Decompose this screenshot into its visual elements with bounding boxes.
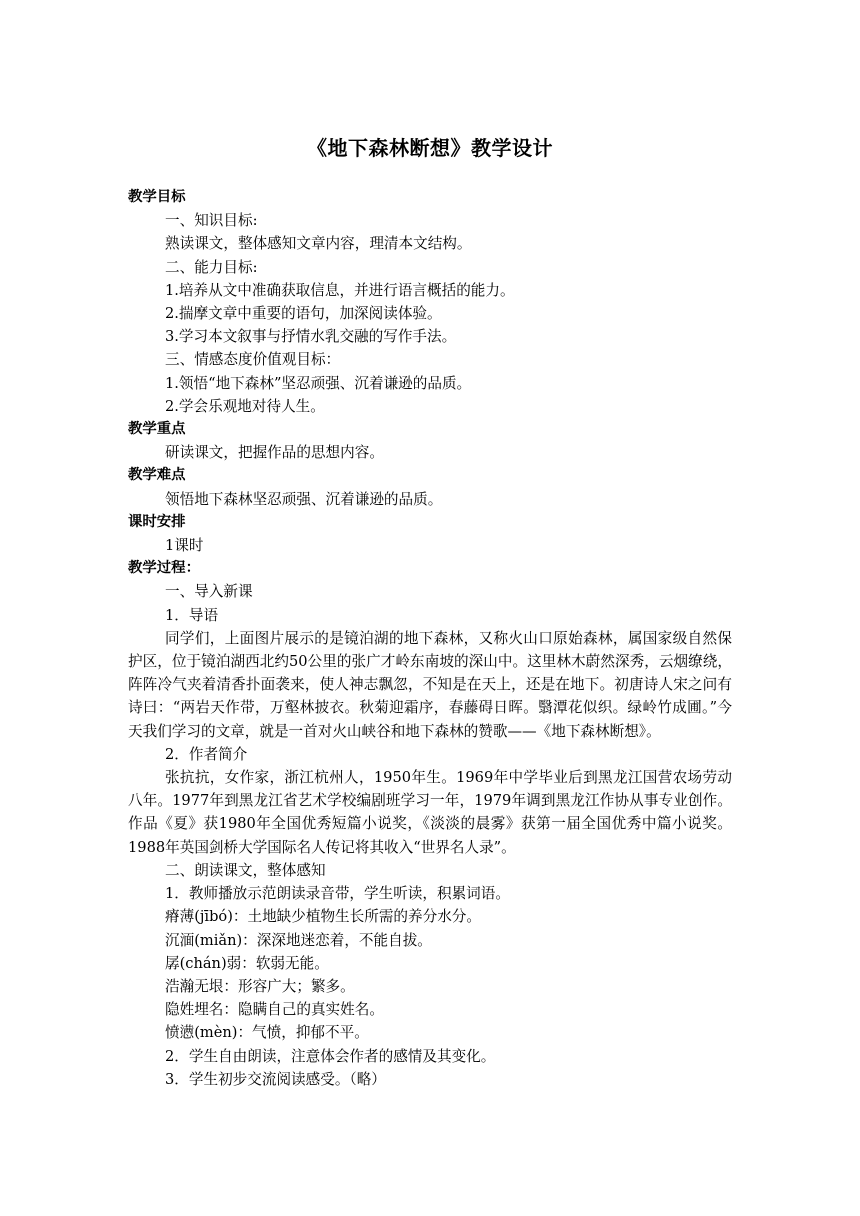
body-line: 瘠薄(jībó)：土地缺少植物生长所需的养分水分。	[165, 908, 481, 926]
body-line: 二、能力目标:	[165, 258, 258, 276]
body-line: 1．教师播放示范朗读录音带，学生听读，积累词语。	[165, 885, 510, 903]
body-line: 一、知识目标:	[165, 212, 258, 230]
body-line: 浩瀚无垠：形容广大；繁多。	[165, 977, 355, 995]
body-line: 领悟地下森林坚忍顽强、沉着谦逊的品质。	[165, 490, 443, 508]
body-line: 1课时	[165, 537, 204, 555]
body-line: 3.学习本文叙事与抒情水乳交融的写作手法。	[165, 328, 457, 346]
body-paragraph: 张抗抗，女作家，浙江杭州人，1950年生。1969年中学毕业后到黑龙江国营农场劳动八年。1977年到黑龙江省艺术学校编剧班学习一年，1979年调到黑龙江作协从事专业创作。作品《夏》获1980年全国优秀短篇小说奖，《淡淡的晨雾》获第一届全国优秀中篇小说奖。1988年英国剑桥大学国际名人传记将其收入“世界名人录”。	[128, 769, 732, 856]
body-line: 沉湎(miǎn)：深深地迷恋着，不能自拔。	[165, 931, 432, 949]
document-body	[128, 186, 732, 1091]
body-line: 一、导入新课	[165, 583, 253, 601]
body-paragraph: 同学们，上面图片展示的是镜泊湖的地下森林，又称火山口原始森林，属国家级自然保护区，位于镜泊湖西北约50公里的张广才岭东南坡的深山中。这里林木蔚然深秀，云烟缭绕，阵阵冷气夹着清香扑面袭来，使人神志飘忽，不知是在天上，还是在地下。初唐诗人宋之问有诗曰：“两岩天作带，万壑林披衣。秋菊迎霜序，春藤碍日晖。翳潭花似织。绿岭竹成圃。”今天我们学习的文章，就是一首对火山峡谷和地下森林的赞歌——《地下森林断想》。	[128, 629, 732, 740]
body-line: 1．导语	[165, 606, 219, 624]
body-line: 2.揣摩文章中重要的语句，加深阅读体验。	[165, 305, 442, 323]
body-line: 1.领悟“地下森林”坚忍顽强、沉着谦逊的品质。	[165, 374, 472, 392]
body-line: 愤懑(mèn)：气愤，抑郁不平。	[165, 1024, 369, 1042]
section-heading: 课时安排	[128, 513, 186, 530]
section-heading: 教学重点	[128, 421, 186, 438]
body-line: 3．学生初步交流阅读感受。（略）	[165, 1070, 386, 1088]
body-line: 二、朗读课文，整体感知	[165, 861, 326, 879]
section-heading: 教学目标	[128, 189, 186, 205]
section-heading: 教学过程：	[128, 560, 200, 577]
body-line: 研读课文，把握作品的思想内容。	[165, 444, 384, 462]
document-title: 《地下森林断想》教学设计	[307, 136, 553, 160]
body-line: 隐姓埋名：隐瞒自己的真实姓名。	[165, 1001, 384, 1019]
body-line: 熟读课文，整体感知文章内容，理清本文结构。	[165, 235, 472, 253]
body-line: 2．学生自由朗读，注意体会作者的感情及其变化。	[165, 1047, 496, 1065]
body-line: 三、情感态度价值观目标：	[165, 351, 341, 369]
body-line: 2.学会乐观地对待人生。	[165, 397, 325, 415]
body-line: 孱(chán)弱：软弱无能。	[165, 954, 329, 972]
section-heading: 教学难点	[128, 467, 186, 484]
body-line: 1.培养从文中准确获取信息，并进行语言概括的能力。	[165, 281, 515, 299]
body-line: 2．作者简介	[165, 745, 248, 763]
